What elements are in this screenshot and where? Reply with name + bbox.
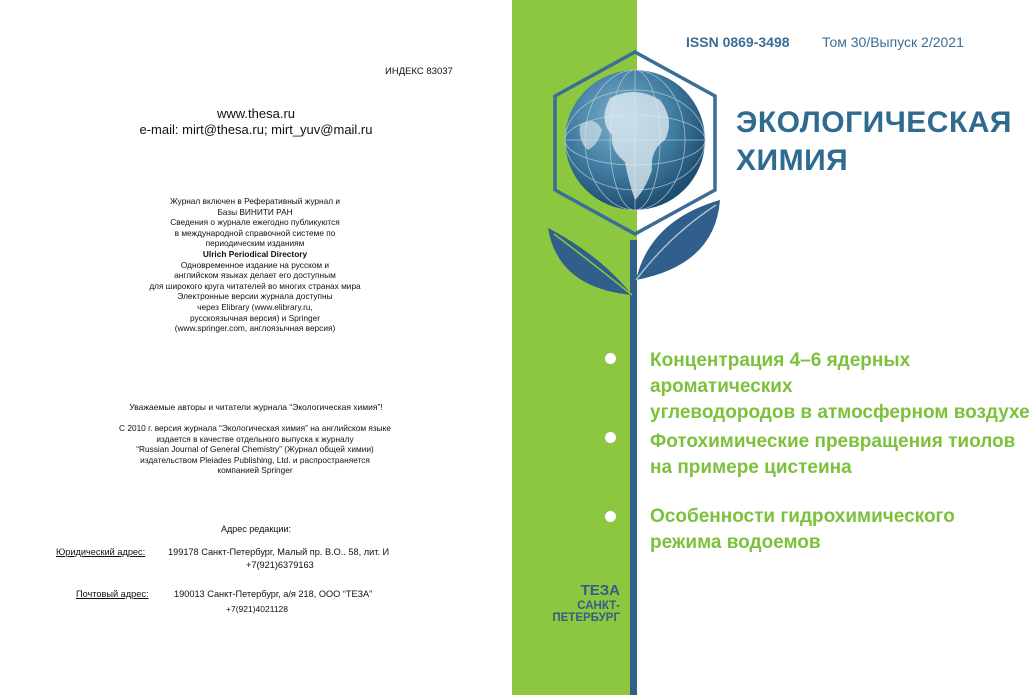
issn: ISSN 0869-3498 [686, 34, 790, 50]
info-line: Базы ВИНИТИ РАН [217, 206, 293, 217]
info-line: Ulrich Periodical Directory [202, 248, 308, 259]
bullet-icon [605, 511, 616, 522]
legal-phone: +7(921)6379163 [246, 560, 314, 570]
index-label: ИНДЕКС 83037 [385, 66, 453, 77]
notice-line: С 2010 г. версия журнала “Экологическая химия” на английском языке [119, 423, 391, 433]
info-line: для широкого круга читателей во многих странах мира [149, 280, 361, 291]
legal-address-label: Юридический адрес: [56, 547, 146, 557]
journal-title-line1: ЭКОЛОГИЧЕСКАЯ [736, 106, 1012, 139]
volume-issue: Том 30/Выпуск 2/2021 [822, 34, 964, 50]
publisher-name: ТЕЗА [580, 582, 620, 599]
article-2-line2: на примере цистеина [650, 457, 852, 478]
contacts [0, 106, 512, 138]
globe-plant-logo [540, 50, 730, 350]
info-line: Журнал включен в Реферативный журнал и [169, 196, 341, 206]
notice-line: компанией Springer [217, 465, 293, 476]
notice-title: Уважаемые авторы и читатели журнала “Экологическая химия”! [129, 402, 383, 412]
article-1 [650, 348, 1035, 426]
journal-title-line2: ХИМИЯ [736, 144, 849, 177]
legal-address: 199178 Санкт-Петербург, Малый пр. В.О.. 58, лит. И [168, 547, 390, 557]
info-line: Электронные версии журнала доступны [177, 291, 333, 302]
article-2 [650, 429, 1015, 481]
info-line: периодическим изданиям [205, 238, 305, 249]
notice-line: издательством Pleiades Publishing, Ltd. и распространяется [140, 454, 370, 465]
info-line: английском языках делает его доступным [174, 270, 336, 281]
bullet-icon [605, 353, 616, 364]
article-2-line1: Фотохимические превращения тиолов [650, 431, 1016, 452]
article-3-line1: Особенности гидрохимического [650, 506, 955, 527]
info-line: Одновременное издание на русском и [180, 259, 330, 270]
info-line: Сведения о журнале ежегодно публикуются [170, 217, 340, 228]
website-link[interactable]: www.thesa.ru [216, 106, 296, 121]
inside-cover-page [0, 0, 512, 695]
publisher-city: САНКТ-ПЕТЕРБУРГ [552, 600, 620, 624]
bullet-icon [605, 432, 616, 443]
article-3-line2: режима водоемов [650, 532, 821, 553]
postal-address: 190013 Санкт-Петербург, а/я 218, ООО “ТЕЗА” [174, 589, 373, 599]
journal-info [105, 196, 405, 334]
email-line[interactable]: e-mail: mirt@thesa.ru; mirt_yuv@mail.ru [139, 122, 373, 137]
article-3 [650, 504, 955, 556]
notice-line: “Russian Journal of General Chemistry” (Журнал общей химии) [136, 444, 374, 455]
info-line: (www.springer.com, англоязычная версия) [174, 323, 336, 334]
stem-line [630, 295, 637, 695]
info-line: через Elibrary (www.elibrary.ru, [197, 301, 313, 312]
notice-line: издается в качестве отдельного выпуска к журналу [156, 433, 354, 444]
postal-phone: +7(921)4021128 [226, 604, 288, 614]
notice-body [90, 423, 420, 476]
article-1-line1: Концентрация 4–6 ядерных ароматических [650, 350, 911, 397]
article-1-line2: углеводородов в атмосферном воздухе [650, 402, 1030, 423]
postal-address-label: Почтовый адрес: [76, 589, 149, 599]
info-line: русскоязычная версия) и Springer [190, 312, 320, 323]
address-title: Адрес редакции: [221, 524, 291, 534]
info-line: в международной справочной системе по [174, 227, 336, 238]
